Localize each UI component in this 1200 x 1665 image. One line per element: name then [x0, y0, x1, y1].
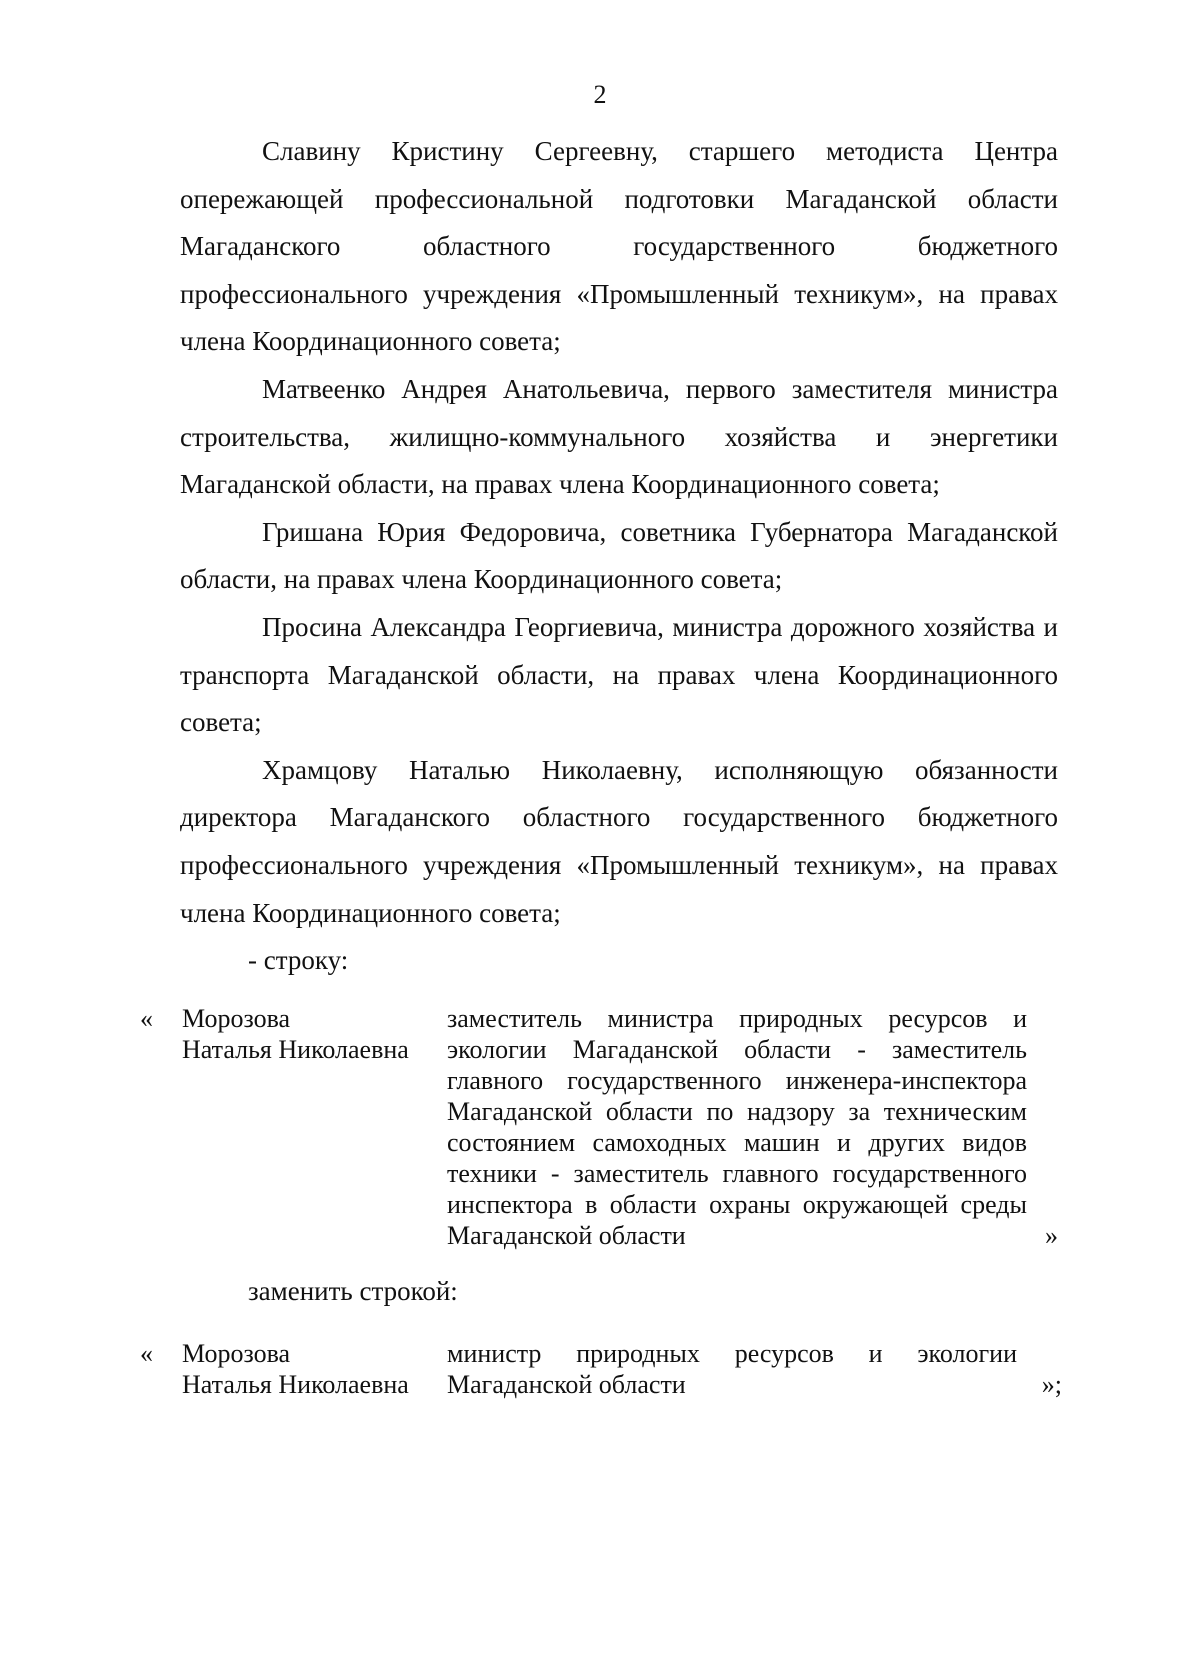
paragraph-matveenko: Матвеенко Андрея Анатольевича, первого заместителя министра строительства, жилищно-коммунального хозяйства и энергетики Магаданской области, на правах члена Координационного совета;: [180, 373, 1058, 500]
paragraph-khramtsova: Храмцову Наталью Николаевну, исполняющую обязанности директора Магаданского областного государственного бюджетного профессионального учреждения «Промышленный техникум», на правах члена Координационного совета;: [180, 754, 1058, 928]
old-entry-name: [182, 1003, 432, 1065]
old-entry-given-names: Наталья Николаевна: [182, 1035, 409, 1064]
page-number: 2: [593, 80, 607, 109]
new-entry-open-quote: «: [140, 1339, 153, 1368]
replace-label: заменить строкой:: [248, 1276, 458, 1306]
paragraph-slavina: Славину Кристину Сергеевну, старшего методиста Центра опережающей профессиональной подготовки Магаданской области Магаданского областного государственного бюджетного профессионального учреждения «Промышленный техникум», на правах члена Координационного совета;: [180, 136, 1058, 357]
line-label: - строку:: [248, 945, 349, 976]
paragraph-prosin: Просина Александра Георгиевича, министра дорожного хозяйства и транспорта Магаданской области, на правах члена Координационного совета;: [180, 611, 1058, 738]
old-entry-description: заместитель министра природных ресурсов и экологии Магаданской области - заместитель главного государственного инженера-инспектора Магаданской области по надзору за техническим состоянием самоходных машин и других видов техники - заместитель главного государственного инспектора в области охраны окружающей среды Магаданской области: [447, 1004, 1027, 1250]
paragraph-grishan: Гришана Юрия Федоровича, советника Губернатора Магаданской области, на правах члена Координационного совета;: [180, 516, 1058, 595]
old-entry-open-quote: «: [140, 1004, 153, 1033]
old-entry-surname: Морозова: [182, 1004, 291, 1033]
new-entry-close-quote: »;: [1041, 1370, 1062, 1399]
new-entry-description: министр природных ресурсов и экологии Магаданской области: [447, 1339, 1017, 1399]
old-entry-close-quote: »: [1045, 1221, 1058, 1250]
new-entry-name: [182, 1338, 432, 1400]
new-entry-given-names: Наталья Николаевна: [182, 1370, 409, 1399]
document-body: [180, 128, 1058, 985]
new-entry-surname: Морозова: [182, 1339, 291, 1368]
